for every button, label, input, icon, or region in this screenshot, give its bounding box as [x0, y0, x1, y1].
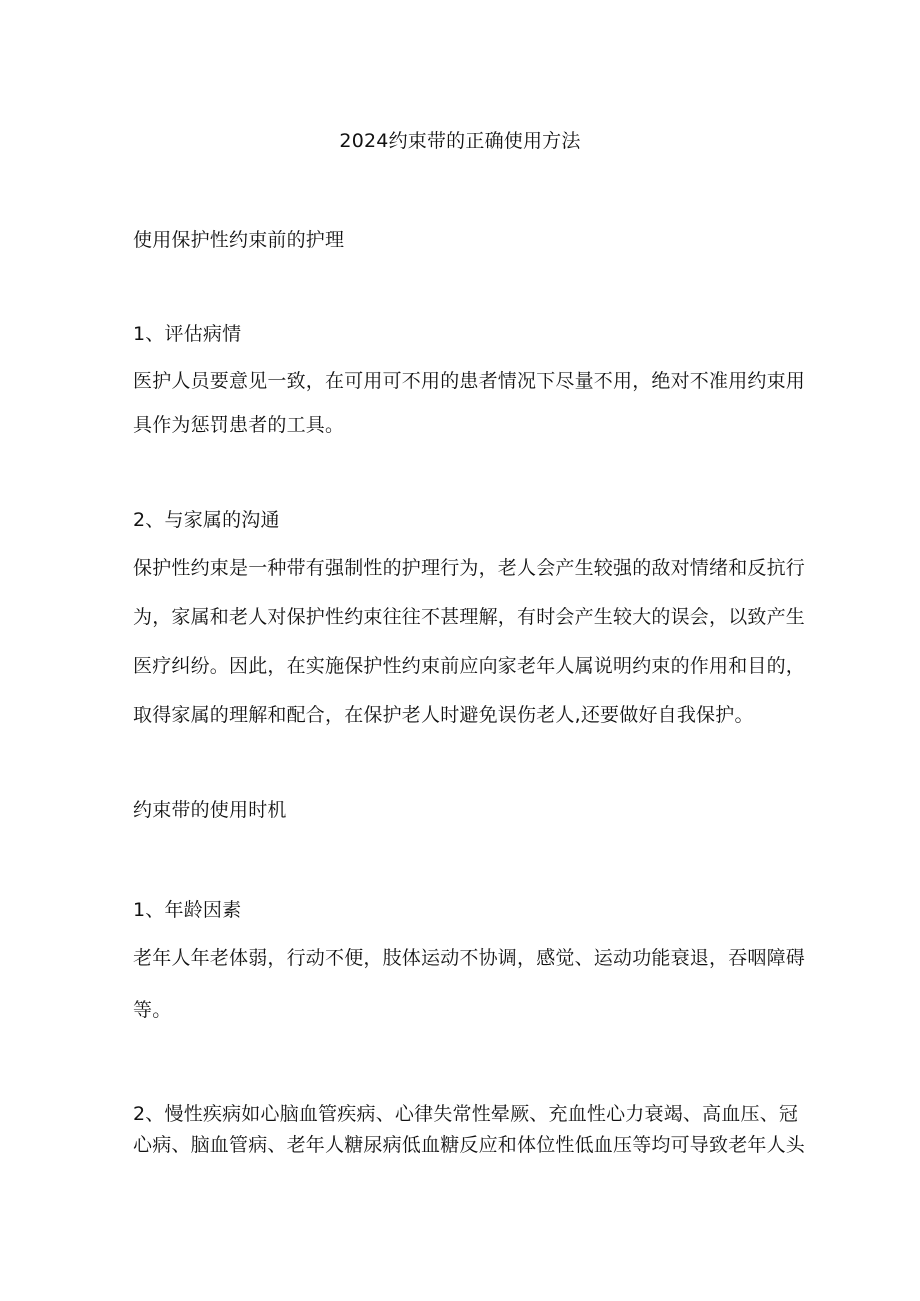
section-heading-restraint-timing: 约束带的使用时机	[133, 799, 287, 821]
paragraph-line: 保护性约束是一种带有强制性的护理行为，老人会产生较强的敌对情绪和反抗行	[133, 557, 806, 579]
paragraph-line: 等。	[133, 999, 172, 1021]
paragraph-line: 医护人员要意见一致，在可用可不用的患者情况下尽量不用，绝对不准用约束用	[133, 370, 806, 392]
item-heading-age-factor: 1、年龄因素	[133, 899, 242, 921]
paragraph-line: 心病、脑血管病、老年人糖尿病低血糖反应和体位性低血压等均可导致老年人头	[133, 1134, 806, 1156]
paragraph-line: 为，家属和老人对保护性约束往往不甚理解，有时会产生较大的误会，以致产生	[133, 606, 806, 628]
document-title: 2024约束带的正确使用方法	[339, 130, 581, 152]
paragraph-line: 2、慢性疾病如心脑血管疾病、心律失常性晕厥、充血性心力衰竭、高血压、冠	[133, 1103, 799, 1125]
item-heading-family-communication: 2、与家属的沟通	[133, 509, 280, 531]
paragraph-line: 医疗纠纷。因此，在实施保护性约束前应向家老年人属说明约束的作用和目的，	[133, 655, 806, 677]
paragraph-line: 老年人年老体弱，行动不便，肢体运动不协调，感觉、运动功能衰退，吞咽障碍	[133, 947, 806, 969]
paragraph-line: 取得家属的理解和配合，在保护老人时避免误伤老人,还要做好自我保护。	[133, 704, 754, 726]
paragraph-line: 具作为惩罚患者的工具。	[133, 414, 345, 436]
section-heading-pre-restraint-care: 使用保护性约束前的护理	[133, 229, 345, 251]
item-heading-assess-condition: 1、评估病情	[133, 323, 242, 345]
